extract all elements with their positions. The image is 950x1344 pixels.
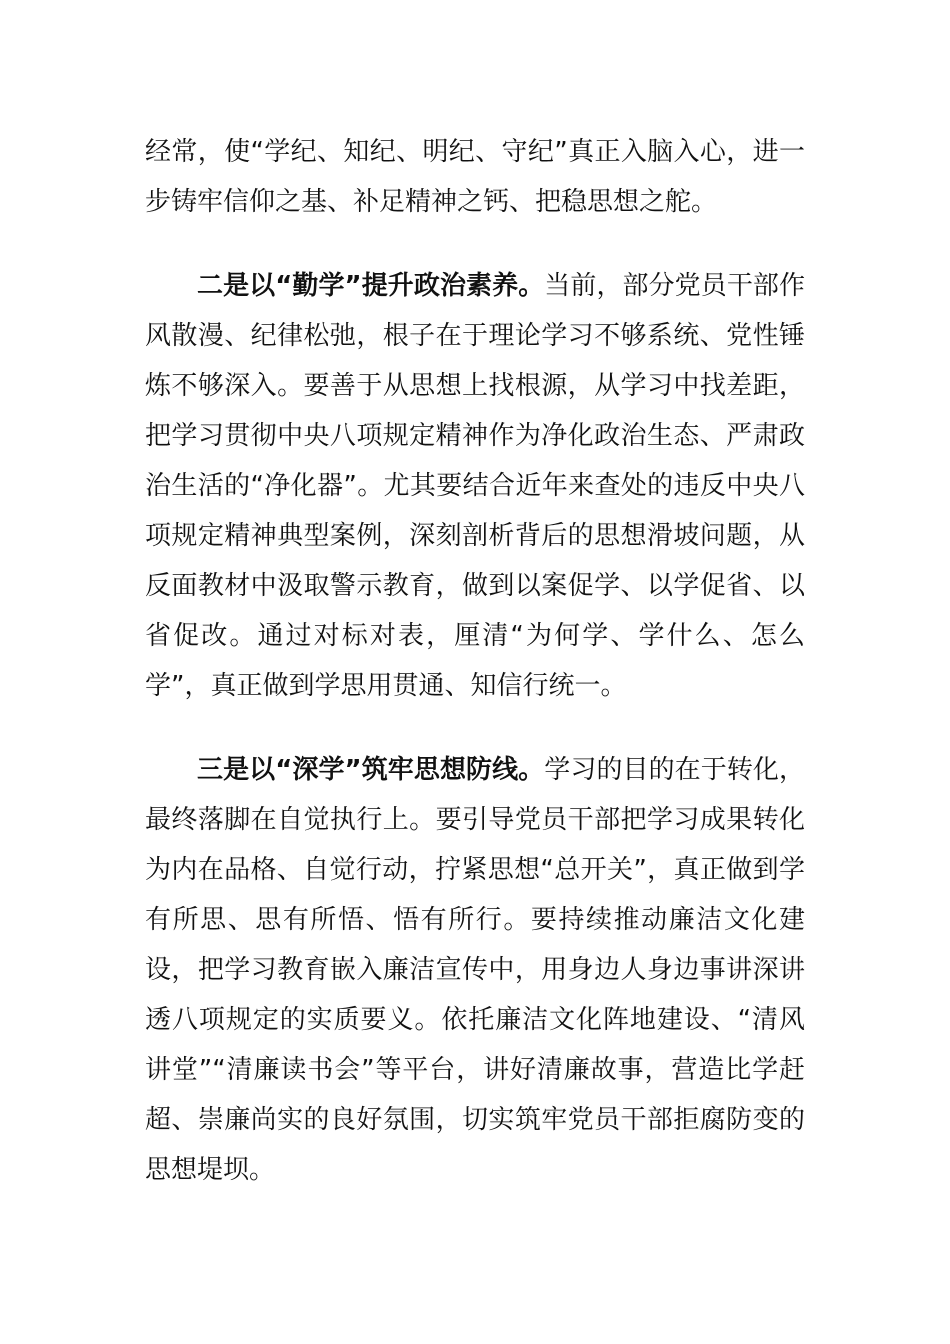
paragraph-text: 经常，使“学纪、知纪、明纪、守纪”真正入脑入心，进一步铸牢信仰之基、补足精神之钙、把稳思想之舵。	[145, 137, 805, 217]
paragraph-deep-study	[145, 745, 805, 1195]
paragraph-text: 当前，部分党员干部作风散漫、纪律松弛，根子在于理论学习不够系统、党性锤炼不够深入。要善于从思想上找根源，从学习中找差距，把学习贯彻中央八项规定精神作为净化政治生态、严肃政治生活的“净化器”。尤其要结合近年来查处的违反中央八项规定精神典型案例，深刻剖析背后的思想滑坡问题，从反面教材中汲取警示教育，做到以案促学、以学促省、以省促改。通过对标对表，厘清“为何学、学什么、怎么学”，真正做到学思用贯通、知信行统一。	[145, 271, 805, 701]
paragraph-continued	[145, 127, 805, 227]
paragraph-text: 学习的目的在于转化，最终落脚在自觉执行上。要引导党员干部把学习成果转化为内在品格、自觉行动，拧紧思想“总开关”，真正做到学有所思、思有所悟、悟有所行。要持续推动廉洁文化建设，把学习教育嵌入廉洁宣传中，用身边人身边事讲深讲透八项规定的实质要义。依托廉洁文化阵地建设、“清风讲堂”“清廉读书会”等平台，讲好清廉故事，营造比学赶超、崇廉尚实的良好氛围，切实筑牢党员干部拒腐防变的思想堤坝。	[145, 755, 805, 1185]
paragraph-gap	[145, 711, 805, 745]
document-body	[145, 127, 805, 1195]
paragraph-diligent-study	[145, 261, 805, 711]
paragraph-lead-heading: 二是以“勤学”提升政治素养。	[197, 271, 545, 301]
paragraph-lead-heading: 三是以“深学”筑牢思想防线。	[197, 755, 545, 785]
paragraph-gap	[145, 227, 805, 261]
